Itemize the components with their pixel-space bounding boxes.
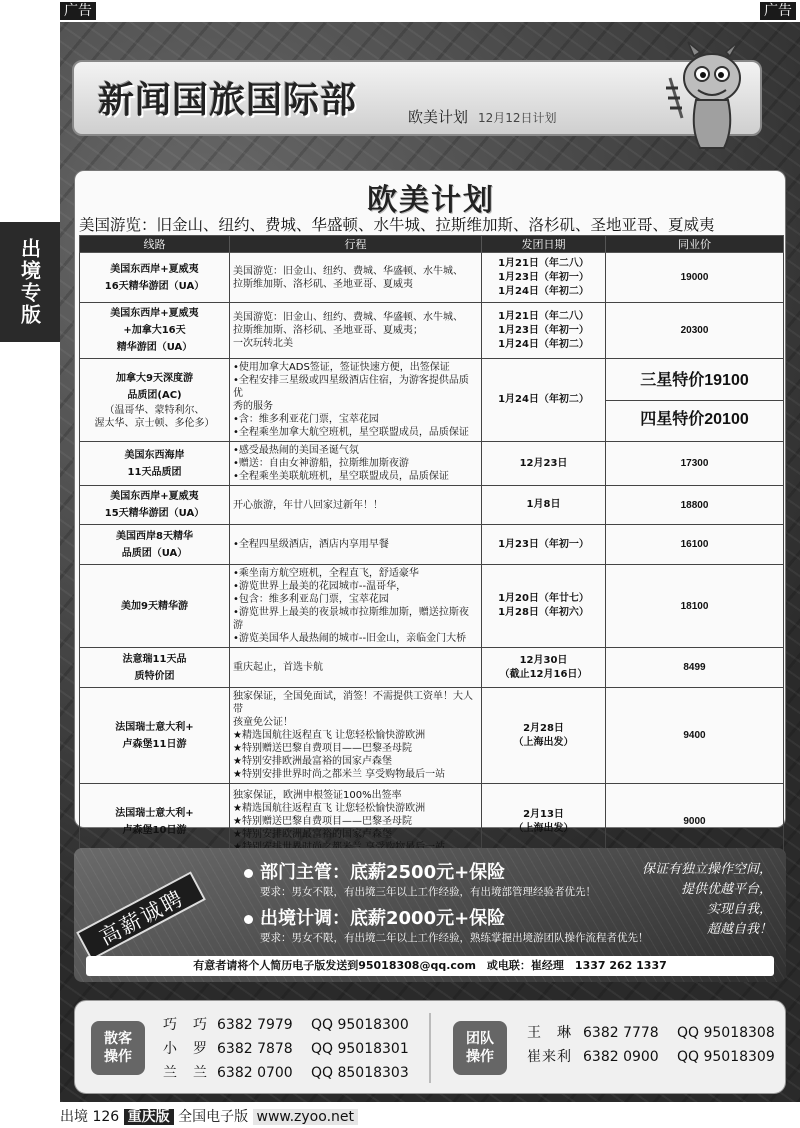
price-cell: 20300 <box>606 303 784 359</box>
table-row <box>80 688 784 784</box>
itinerary-line: 美国游览：旧金山、纽约、费城、华盛顿、水牛城、 <box>233 265 463 277</box>
header-banner <box>72 60 762 136</box>
itinerary-cell <box>230 525 482 565</box>
itinerary-line: •游览美国华人最热闹的城市--旧金山，亲临金门大桥 <box>233 633 467 644</box>
contact-phone[interactable]: 6382 0900 <box>583 1049 659 1065</box>
departure-date: 2月28日 <box>523 722 564 734</box>
contact-qq[interactable]: QQ 95018301 <box>311 1041 409 1057</box>
itinerary-cell <box>230 359 482 442</box>
contact-name: 巧 巧 <box>163 1017 208 1033</box>
departure-date: 1月24日（年初二） <box>498 394 589 405</box>
departure-date-cell <box>482 525 606 565</box>
departure-date: 2月13日 <box>523 808 564 820</box>
contact-qq[interactable]: QQ 95018308 <box>677 1025 775 1041</box>
job-posting <box>244 858 596 899</box>
job-title: 部门主管：底薪2500元+保险 <box>244 858 596 884</box>
tour-line-name: 品质团（UA） <box>121 547 188 559</box>
contact-qq[interactable]: QQ 95018300 <box>311 1017 409 1033</box>
departure-date: （上海出发） <box>513 736 574 748</box>
itinerary-line: •感受最热闹的美国圣诞气氛 <box>233 445 359 456</box>
contact-name: 崔来利 <box>527 1049 572 1065</box>
tier-price: 四星特价20100 <box>606 400 783 438</box>
price-cell: 16100 <box>606 525 784 565</box>
price-cell: 8499 <box>606 648 784 688</box>
column-header: 同业价 <box>606 236 784 253</box>
itinerary-line: •赠送：自由女神游船，拉斯维加斯夜游 <box>233 458 409 469</box>
itinerary-cell <box>230 565 482 648</box>
tour-line-cell <box>80 525 230 565</box>
contact-row <box>527 1045 775 1069</box>
contact-qq[interactable]: QQ 95018309 <box>677 1049 775 1065</box>
job-requirement: 要求：男女不限，有出境三年以上工作经验，有出境部管理经验者优先！ <box>260 886 596 898</box>
departure-date: （截止12月16日） <box>499 668 588 680</box>
route-summary: 美国游览：旧金山、纽约、费城、华盛顿、水牛城、拉斯维加斯、洛杉矶、圣地亚哥、夏威夷 <box>79 216 715 234</box>
itinerary-line: 秀的服务 <box>233 401 273 412</box>
departure-date-cell <box>482 303 606 359</box>
table-row <box>80 303 784 359</box>
contact-phone[interactable]: 6382 7778 <box>583 1025 659 1041</box>
tour-line-name: 质特价团 <box>134 670 175 682</box>
ad-label-right: 广告 <box>760 2 796 20</box>
departure-date: 1月28日（年初六） <box>498 607 589 618</box>
tour-line-name: 精华游团（UA） <box>116 342 193 353</box>
itinerary-line: •乘坐南方航空班机，全程直飞，舒适豪华 <box>233 568 419 579</box>
price-cell: 9400 <box>606 688 784 784</box>
tour-line-name: 美国东西岸+夏威夷 <box>110 308 199 319</box>
tour-table <box>79 235 784 860</box>
itinerary-line: ★精选国航往返程直飞 让您轻松愉快游欧洲 <box>233 803 426 814</box>
itinerary-cell <box>230 303 482 359</box>
departure-date-cell <box>482 565 606 648</box>
advert-poster <box>60 22 800 1102</box>
itinerary-line: •全程安排三星级或四星级酒店住宿，为游客提供品质优 <box>233 375 469 399</box>
tour-line-name: 11天品质团 <box>127 466 182 478</box>
itinerary-line: •使用加拿大ADS签证，签证快速方便，出签保证 <box>233 362 450 373</box>
tour-line-note: （温哥华、蒙特利尔、 <box>104 405 205 416</box>
table-row <box>80 525 784 565</box>
departure-date: 1月23日（年初一） <box>498 324 589 336</box>
itinerary-line: •包含：维多利亚岛门票，宝萃花园 <box>233 594 389 605</box>
itinerary-line: 独家保证，欧洲申根签证100%出签率 <box>233 790 402 801</box>
contact-row <box>527 1021 775 1045</box>
tour-line-cell <box>80 442 230 486</box>
table-row <box>80 486 784 525</box>
divider <box>429 1013 431 1083</box>
plan-title: 欧美计划 <box>367 183 495 218</box>
recruit-contact: 有意者请将个人简历电子版发送到95018308@qq.com 或电联：崔经理 1337 262 1337 <box>86 956 774 976</box>
departure-date-cell <box>482 688 606 784</box>
tour-line-name: 品质团(AC) <box>127 390 182 401</box>
departure-date: 12月23日 <box>519 457 568 469</box>
itinerary-line: 独家保证，全国免面试，消签！不需提供工资单！大人带 <box>233 691 473 715</box>
tour-line-note: 渥太华、京士顿、多伦多） <box>94 418 215 429</box>
contact-name: 兰 兰 <box>163 1065 208 1081</box>
itinerary-line: 一次玩转北美 <box>233 338 293 349</box>
column-header: 线路 <box>80 236 230 253</box>
bullet-icon <box>244 915 253 924</box>
departure-date-cell <box>482 648 606 688</box>
itinerary-line: 孩童免公证！ <box>233 717 293 728</box>
page-number: 出境 126 <box>60 1109 120 1125</box>
ad-label-left: 广告 <box>60 2 96 20</box>
departure-date: 1月24日（年初二） <box>498 338 589 350</box>
individual-ops-badge: 散客 操作 <box>91 1021 145 1075</box>
departure-date: 1月21日（年二八） <box>498 257 589 269</box>
departure-date: （上海出发） <box>513 822 574 834</box>
table-header-row <box>80 236 784 253</box>
departure-date-cell <box>482 442 606 486</box>
tour-line-name: 美国东西岸+夏威夷 <box>110 263 199 275</box>
itinerary-line: 拉斯维加斯、洛杉矶、圣地亚哥、夏威夷； <box>233 325 423 336</box>
table-row <box>80 359 784 442</box>
plan-card <box>74 170 786 840</box>
itinerary-line: •游览世界上最美的夜景城市拉斯维加斯，赠送拉斯夜游 <box>233 607 469 631</box>
departure-date: 1月24日（年初二） <box>498 285 589 297</box>
recruit-slogan: 保证有独立操作空间， 提供优越平台， 实现自我， 超越自我！ <box>641 862 772 937</box>
departure-date-cell <box>482 486 606 525</box>
departure-date-cell <box>482 359 606 442</box>
dragon-mascot-icon <box>660 38 752 158</box>
tour-line-name: 法意瑞11天品 <box>122 653 187 665</box>
itinerary-line: ★特别安排欧洲最富裕的国家卢森堡 <box>233 756 392 767</box>
tour-line-name: 美加9天精华游 <box>121 600 188 612</box>
itinerary-line: ★特别安排世界时尚之都米兰 享受购物最后一站 <box>233 769 446 780</box>
tour-line-cell <box>80 688 230 784</box>
itinerary-cell <box>230 648 482 688</box>
tour-line-cell <box>80 565 230 648</box>
column-header: 发团日期 <box>482 236 606 253</box>
contact-phone[interactable]: 6382 7979 <box>217 1017 293 1033</box>
recruit-ribbon: 高薪诚聘 <box>76 871 206 960</box>
contact-name: 王 琳 <box>527 1025 572 1041</box>
tour-line-name: 法国瑞士意大利+ <box>115 721 194 733</box>
tour-line-name: 美国东西岸+夏威夷 <box>110 491 199 502</box>
price-cell: 18800 <box>606 486 784 525</box>
departure-date-cell <box>482 253 606 303</box>
price-cell: 9000 <box>606 784 784 860</box>
itinerary-cell <box>230 253 482 303</box>
itinerary-line: •含：维多利亚花门票，宝萃花园 <box>233 414 379 425</box>
itinerary-line: 开心旅游，年廿八回家过新年！！ <box>233 499 383 511</box>
contact-qq[interactable]: QQ 85018303 <box>311 1065 409 1081</box>
contact-row <box>163 1061 409 1085</box>
tour-line-cell <box>80 303 230 359</box>
itinerary-line: ★特别赠送巴黎自费项目——巴黎圣母院 <box>233 743 412 754</box>
side-tab-label: 出境专版 <box>17 238 42 326</box>
tour-line-name: +加拿大16天 <box>123 325 186 336</box>
itinerary-line: •全程四星级酒店，酒店内享用早餐 <box>233 539 389 550</box>
national-edition: 全国电子版 <box>178 1109 249 1125</box>
tour-line-name: 法国瑞士意大利+ <box>115 807 194 819</box>
brand-name: 新闻国旅国际部 <box>98 79 358 121</box>
departure-date: 1月8日 <box>526 499 561 510</box>
tour-line-cell <box>80 253 230 303</box>
top-bar <box>0 0 800 22</box>
itinerary-line: •游览世界上最美的花园城市--温哥华， <box>233 581 407 592</box>
recruitment-panel <box>74 848 786 982</box>
tour-line-name: 卢森堡11日游 <box>122 738 187 750</box>
departure-date: 1月21日（年二八） <box>498 310 589 322</box>
price-cell <box>606 359 784 442</box>
job-title: 出境计调：底薪2000元+保险 <box>244 904 649 930</box>
individual-ops-contacts <box>163 1013 409 1085</box>
tour-line-cell <box>80 648 230 688</box>
tour-line-name: 美国西岸8天精华 <box>116 530 193 542</box>
itinerary-cell <box>230 486 482 525</box>
tour-line-name: 卢森堡10日游 <box>122 824 187 836</box>
job-posting <box>244 904 649 945</box>
bullet-icon <box>244 869 253 878</box>
departure-date: 1月23日（年初一） <box>498 271 589 283</box>
itinerary-line: ★特别赠送巴黎自费项目——巴黎圣母院 <box>233 816 412 827</box>
itinerary-line: •全程乘坐美联航班机，星空联盟成员，品质保证 <box>233 471 449 482</box>
tour-line-name: 加拿大9天深度游 <box>116 373 193 384</box>
itinerary-cell <box>230 688 482 784</box>
column-header: 行程 <box>230 236 482 253</box>
departure-date: 1月23日（年初一） <box>498 538 589 550</box>
table-row <box>80 442 784 486</box>
price-cell: 18100 <box>606 565 784 648</box>
contact-phone[interactable]: 6382 7878 <box>217 1041 293 1057</box>
contact-row <box>163 1013 409 1037</box>
price-cell: 17300 <box>606 442 784 486</box>
header-date: 12月12日计划 <box>478 111 557 125</box>
itinerary-line: ★精选国航往返程直飞 让您轻松愉快游欧洲 <box>233 730 426 741</box>
group-ops-contacts <box>527 1021 775 1069</box>
contact-panel <box>74 1000 786 1094</box>
website-link[interactable]: www.zyoo.net <box>253 1109 358 1125</box>
tier-price: 三星特价19100 <box>640 372 749 389</box>
departure-date: 1月20日（年廿七） <box>498 593 589 604</box>
header-subtitle: 欧美计划 <box>408 108 469 126</box>
table-row <box>80 648 784 688</box>
table-row <box>80 253 784 303</box>
edition-label: 重庆版 <box>124 1109 174 1125</box>
itinerary-line: 拉斯维加斯、洛杉矶、圣地亚哥、夏威夷 <box>233 278 413 290</box>
itinerary-line: ★特别安排欧洲最富裕的国家卢森堡 <box>233 829 392 840</box>
tour-line-cell <box>80 486 230 525</box>
side-section-tab <box>0 222 60 342</box>
itinerary-line: 美国游览：旧金山、纽约、费城、华盛顿、水牛城、 <box>233 312 463 323</box>
table-row <box>80 565 784 648</box>
group-ops-badge: 团队 操作 <box>453 1021 507 1075</box>
job-requirement: 要求：男女不限，有出境二年以上工作经验，熟练掌握出境游团队操作流程者优先！ <box>260 932 649 944</box>
tour-line-name: 15天精华游团（UA） <box>104 508 205 519</box>
tour-line-name: 美国东西海岸 <box>124 449 185 461</box>
departure-date: 12月30日 <box>519 654 568 666</box>
price-cell: 19000 <box>606 253 784 303</box>
contact-name: 小 罗 <box>163 1041 208 1057</box>
page-footer <box>60 1106 358 1126</box>
itinerary-cell <box>230 442 482 486</box>
tour-line-name: 16天精华游团（UA） <box>104 280 205 292</box>
itinerary-line: 重庆起止，首选卡航 <box>233 662 323 673</box>
tour-line-cell <box>80 359 230 442</box>
contact-row <box>163 1037 409 1061</box>
itinerary-line: •全程乘坐加拿大航空班机，星空联盟成员，品质保证 <box>233 427 469 438</box>
contact-phone[interactable]: 6382 0700 <box>217 1065 293 1081</box>
